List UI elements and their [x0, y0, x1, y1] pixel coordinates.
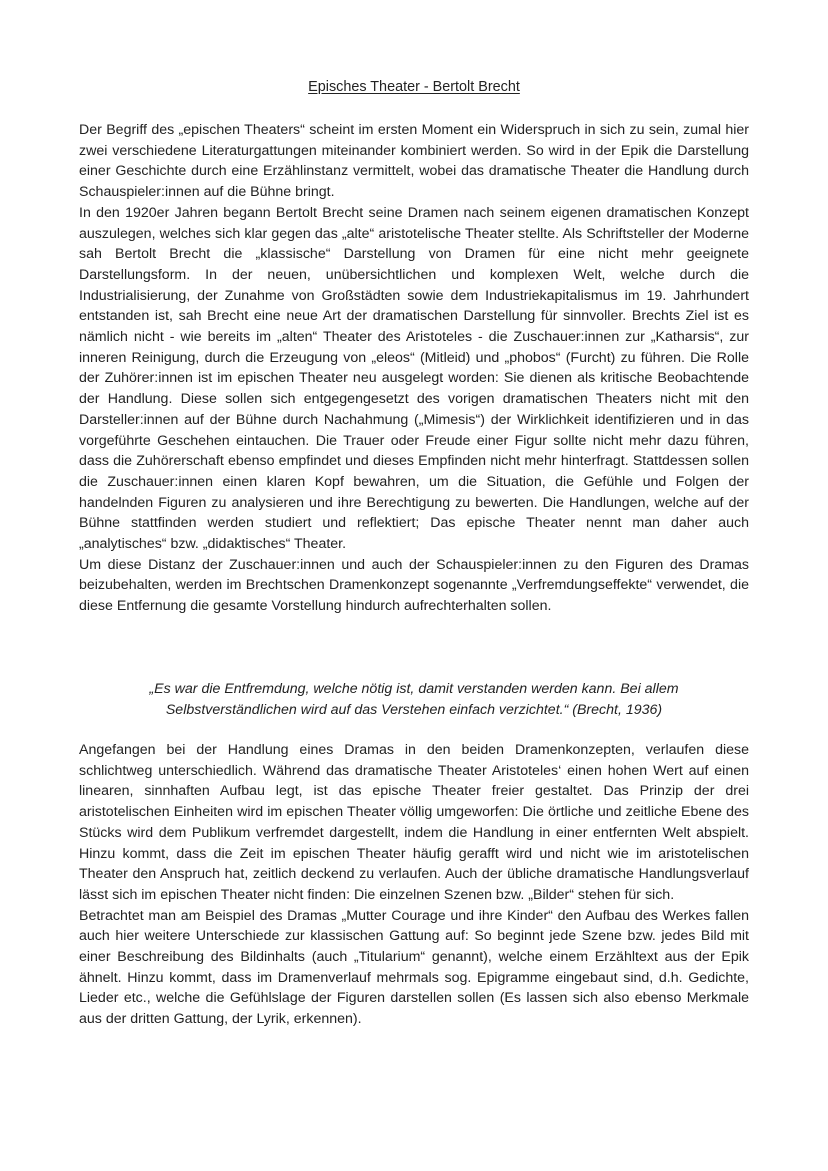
paragraph-mutter-courage: Betrachtet man am Beispiel des Dramas „Mutter Courage und ihre Kinder“ den Aufbau des Werkes fallen auch hier weitere Unterschiede zur klassischen Gattung auf: So beginnt jede Szene bzw. jedes Bild mit einer Beschreibung des Bildinhalts (auch „Titularium“ genannt), welche einem Erzähltext aus der Epik ähnelt. Hinzu kommt, dass im Dramenverlauf mehrmals sog. Epigramme eingebaut sind, d.h. Gedichte, Lieder etc., welche die Gefühlslage der Figuren darstellen sollen (Es lassen sich also ebenso Merkmale aus der dritten Gattung, der Lyrik, erkennen).: [79, 907, 749, 1028]
paragraph-verfremdung: Um diese Distanz der Zuschauer:innen und auch der Schauspieler:innen zu den Figuren des Dramas beizubehalten, werden im Brechtschen Dramenkonzept sogenannte „Verfremdungseffekte“ verwendet, die diese Entfernung die gesamte Vorstellung hindurch aufrechterhalten sollen.: [79, 556, 749, 615]
document-title: Episches Theater - Bertolt Brecht: [308, 79, 520, 95]
text-section-structure: [79, 740, 749, 1030]
paragraph-handlung: Angefangen bei der Handlung eines Dramas in den beiden Dramenkonzepten, verlaufen diese schlichtweg unterschiedlich. Während das dramatische Theater Aristoteles‘ einen hohen Wert auf einen linearen, sinnhaften Aufbau legt, ist das epische Theater freier gestaltet. Das Prinzip der drei aristotelischen Einheiten wird im epischen Theater völlig umgeworfen: Die örtliche und zeitliche Ebene des Stücks wird dem Publikum verfremdet dargestellt, indem die Handlung in einer entfernten Welt abspielt. Hinzu kommt, dass die Zeit im epischen Theater häufig gerafft wird und nicht wie im aristotelischen Theater den Anspruch hat, zeitlich deckend zu verlaufen. Auch der übliche dramatische Handlungsverlauf lässt sich im epischen Theater nicht finden: Die einzelnen Szenen bzw. „Bilder“ stehen für sich.: [79, 742, 749, 903]
paragraph-definition: Der Begriff des „epischen Theaters“ scheint im ersten Moment ein Widerspruch in sich zu sein, zumal hier zwei verschiedene Literaturgattungen miteinander kombiniert werden. So wird in der Epik die Darstellung einer Geschichte durch eine Erzählinstanz vermittelt, wobei das dramatische Theater die Handlung durch Schauspieler:innen auf die Bühne bringt.: [79, 122, 749, 201]
paragraph-brecht-concept: In den 1920er Jahren begann Bertolt Brecht seine Dramen nach seinem eigenen dramatischen Konzept auszulegen, welches sich klar gegen das „alte“ aristotelische Theater stellte. Als Schriftsteller der Moderne sah Bertolt Brecht die „klassische“ Darstellung von Dramen für eine nicht mehr geeignete Darstellungsform. In der neuen, unübersichtlichen und komplexen Welt, welche durch die Industrialisierung, der Zunahme von Großstädten sowie dem Industriekapitalismus im 19. Jahrhundert entstanden ist, sah Brecht eine neue Art der dramatischen Darstellung für sinnvoller. Brechts Ziel ist es nämlich nicht - wie bereits im „alten“ Theater des Aristoteles - die Zuschauer:innen zur „Katharsis“, zur inneren Reinigung, durch die Erzeugung von „eleos“ (Mitleid) und „phobos“ (Furcht) zu führen. Die Rolle der Zuhörer:innen ist im epischen Theater neu ausgelegt worden: Sie dienen als kritische Beobachtende der Handlung. Diese sollen sich entgegengesetzt des vorigen dramatischen Theaters nicht mit den Darsteller:innen auf der Bühne durch Nachahmung („Mimesis“) der Wirklichkeit identifizieren und in das vorgeführte Geschehen eintauchen. Die Trauer oder Freude einer Figur sollte nicht mehr dazu führen, dass die Zuhörerschaft ebenso empfindet und dieses Empfinden nicht mehr hinterfragt. Stattdessen sollen die Zuschauer:innen einen klaren Kopf bewahren, um die Situation, die Gefühle und Folgen der handelnden Figuren zu analysieren und ihre Berechtigung zu bewerten. Die Handlungen, welche auf der Bühne stattfinden werden studiert und reflektiert; Das epische Theater nennt man daher auch „analytisches“ bzw. „didaktisches“ Theater.: [79, 204, 749, 553]
quote-line-2: Selbstverständlichen wird auf das Verstehen einfach verzichtet.“ (Brecht, 1936): [165, 701, 663, 718]
brecht-quote: [79, 679, 749, 720]
text-section-intro: [79, 120, 749, 617]
quote-line-1: „Es war die Entfremdung, welche nötig ist, damit verstanden werden kann. Bei allem: [149, 681, 679, 697]
